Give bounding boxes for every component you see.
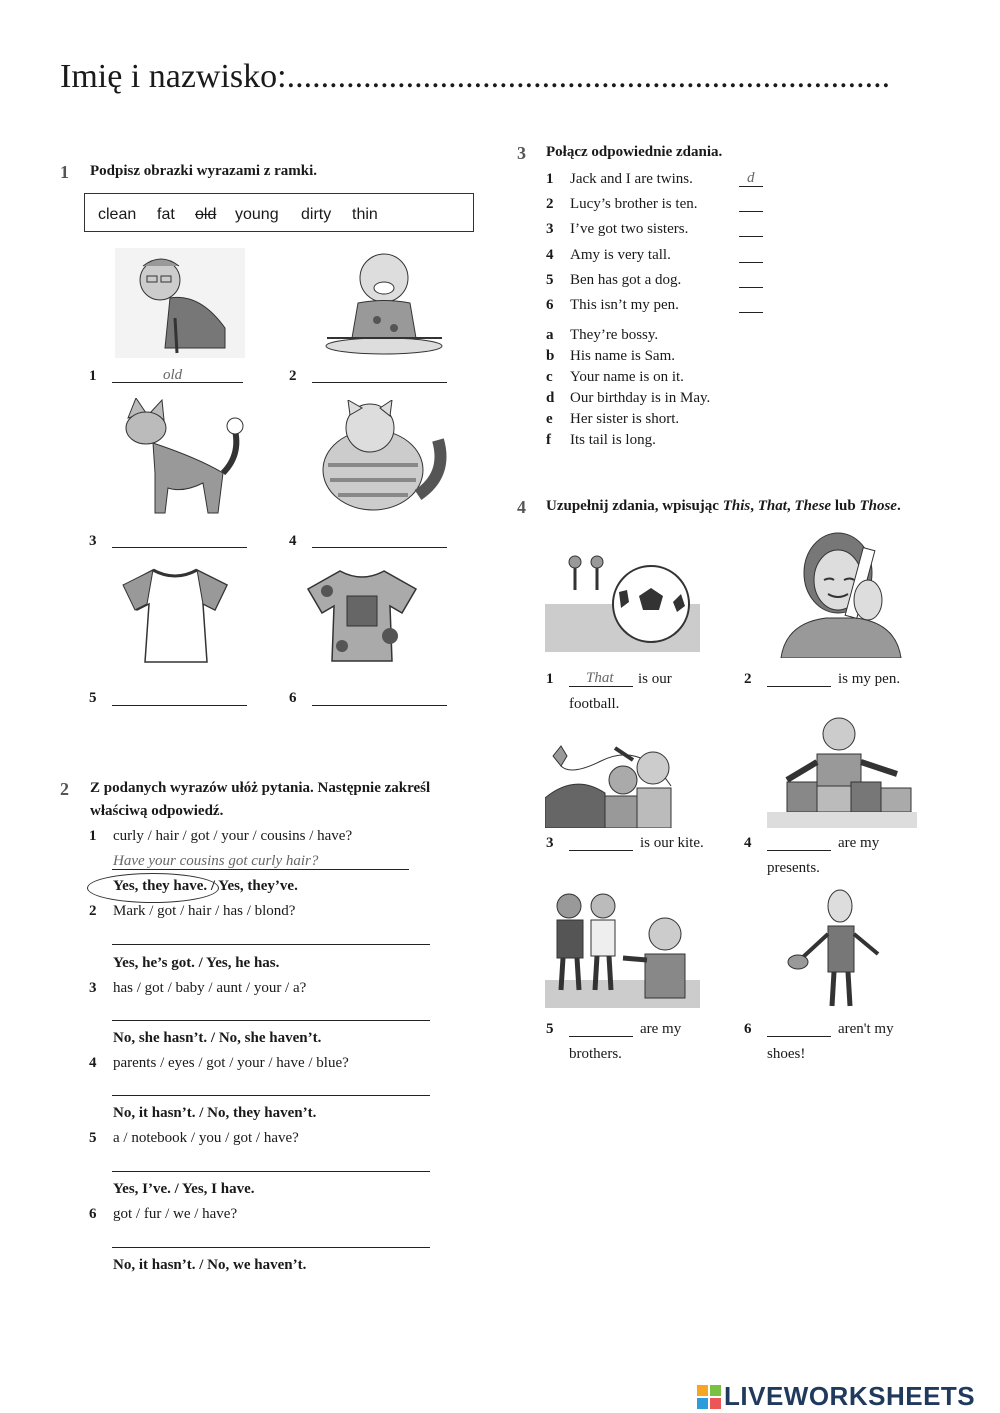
clean-tshirt-picture <box>118 565 233 665</box>
ex2-item5-options[interactable]: Yes, I’ve. / Yes, I have. <box>113 1181 255 1197</box>
ex3-sentence2-text: Lucy’s brother is ten. <box>570 196 698 212</box>
ex2-item2-number: 2 <box>89 903 97 919</box>
ex4-item5-line[interactable] <box>569 1036 633 1037</box>
ex3-sentence3-line[interactable] <box>739 236 763 237</box>
ex2-item6-number: 6 <box>89 1206 97 1222</box>
ex3-sentence3-number: 3 <box>546 221 554 237</box>
ex3-sentence6-line[interactable] <box>739 312 763 313</box>
ex2-item1-answer[interactable]: Have your cousins got curly hair? <box>113 853 319 869</box>
ex1-item2-line[interactable] <box>312 382 447 383</box>
dirty-tshirt-picture <box>302 566 422 664</box>
ex3-response-e-text: Her sister is short. <box>570 411 680 427</box>
ex4-item5-line2: brothers. <box>569 1046 622 1062</box>
ex2-item3-prompt: has / got / baby / aunt / your / a? <box>113 980 307 996</box>
ex3-sentence2-number: 2 <box>546 196 554 212</box>
ex3-sentence5-number: 5 <box>546 272 554 288</box>
ex3-sentence3-text: I’ve got two sisters. <box>570 221 689 237</box>
ex1-item5-line[interactable] <box>112 705 247 706</box>
ex3-sentence5-line[interactable] <box>739 287 763 288</box>
ex4-item1-after: is our <box>638 671 672 687</box>
ex3-response-b-letter: b <box>546 348 555 364</box>
word-young: young <box>235 206 279 223</box>
ex2-item3-number: 3 <box>89 980 97 996</box>
ex3-response-e-letter: e <box>546 411 553 427</box>
ex4-item6-line2: shoes! <box>767 1046 806 1062</box>
ex1-item2-number: 2 <box>289 368 297 384</box>
ex3-response-c-letter: c <box>546 369 553 385</box>
fat-cat-picture <box>318 400 453 518</box>
ex1-instruction: Podpisz obrazki wyrazami z ramki. <box>90 163 318 179</box>
ex1-item1-number: 1 <box>89 368 97 384</box>
name-field-title: Imię i nazwisko:....................................................................... <box>60 58 891 95</box>
ex4-item4-after: are my <box>838 835 880 851</box>
ex3-sentence4-line[interactable] <box>739 262 763 263</box>
ex2-item6-line[interactable] <box>112 1247 430 1248</box>
ex4-instruction: Uzupełnij zdania, wpisując This, That, These lub Those. <box>546 498 901 514</box>
ex4-item5-number: 5 <box>546 1021 554 1037</box>
ex2-instruction-line2: właściwą odpowiedź. <box>90 803 224 819</box>
ex4-word-those: Those <box>859 498 897 514</box>
ex2-item2-options[interactable]: Yes, he’s got. / Yes, he has. <box>113 955 280 971</box>
ex4-word-that: That <box>757 498 787 514</box>
ex2-item4-line[interactable] <box>112 1095 430 1096</box>
ex4-item2-after: is my pen. <box>838 671 901 687</box>
thin-cat-picture <box>118 398 258 518</box>
ex3-sentence6-number: 6 <box>546 297 554 313</box>
ex2-item1-circle-mark <box>87 873 219 903</box>
ex2-item3-line[interactable] <box>112 1020 430 1021</box>
word-old: old <box>195 206 217 223</box>
ex2-item6-prompt: got / fur / we / have? <box>113 1206 238 1222</box>
ex4-item5-after: are my <box>640 1021 682 1037</box>
ex3-response-f-text: Its tail is long. <box>570 432 656 448</box>
ex1-item3-line[interactable] <box>112 547 247 548</box>
liveworksheets-logo <box>697 1381 975 1412</box>
ex4-item2-number: 2 <box>744 671 752 687</box>
word-box <box>84 193 474 232</box>
liveworksheets-logo-icon <box>697 1385 721 1409</box>
ex3-response-a-text: They’re bossy. <box>570 327 659 343</box>
ex4-item4-line[interactable] <box>767 850 831 851</box>
ex3-sentence4-text: Amy is very tall. <box>570 247 671 263</box>
word-clean: clean <box>98 206 137 223</box>
ex3-response-f-letter: f <box>546 432 551 448</box>
ex3-sentence1-text: Jack and I are twins. <box>570 171 693 187</box>
boys-pointing-picture <box>545 890 700 1008</box>
ex4-item6-after: aren't my <box>838 1021 894 1037</box>
ex4-word-this: This <box>722 498 751 514</box>
ex2-item3-options[interactable]: No, she hasn’t. / No, she haven’t. <box>113 1030 322 1046</box>
ex4-item6-number: 6 <box>744 1021 752 1037</box>
ex3-instruction: Połącz odpowiednie zdania. <box>546 144 723 160</box>
ex2-item4-options[interactable]: No, it hasn’t. / No, they haven’t. <box>113 1105 317 1121</box>
ex2-item1-prompt: curly / hair / got / your / cousins / have? <box>113 828 353 844</box>
ex4-item4-line2: presents. <box>767 860 820 876</box>
ex1-item3-number: 3 <box>89 533 97 549</box>
ex4-item3-line[interactable] <box>569 850 633 851</box>
liveworksheets-logo-text: LIVEWORKSHEETS <box>724 1381 976 1411</box>
ex4-number: 4 <box>517 497 526 517</box>
ex3-response-c-text: Your name is on it. <box>570 369 684 385</box>
ex4-item1-answer[interactable]: That <box>586 670 614 686</box>
ex4-item6-line[interactable] <box>767 1036 831 1037</box>
ex4-item1-number: 1 <box>546 671 554 687</box>
ex3-sentence4-number: 4 <box>546 247 554 263</box>
ex2-number: 2 <box>60 779 69 799</box>
children-kite-picture <box>545 718 693 828</box>
ex2-item2-prompt: Mark / got / hair / has / blond? <box>113 903 296 919</box>
ex2-item2-line[interactable] <box>112 944 430 945</box>
baby-picture <box>322 248 447 356</box>
word-dirty: dirty <box>301 206 332 223</box>
ex3-number: 3 <box>517 143 526 163</box>
ex4-item1-line2: football. <box>569 696 620 712</box>
girl-pen-picture <box>766 528 916 658</box>
ex1-item4-number: 4 <box>289 533 297 549</box>
ex1-item5-number: 5 <box>89 690 97 706</box>
old-woman-picture <box>115 248 245 358</box>
ex2-item1-options[interactable]: Yes, they have. / Yes, they’ve. <box>113 878 298 894</box>
ex2-instruction-line1: Z podanych wyrazów ułóż pytania. Następnie zakreśl <box>90 780 431 796</box>
ex3-response-d-letter: d <box>546 390 555 406</box>
ex3-response-a-letter: a <box>546 327 554 343</box>
ex1-item4-line[interactable] <box>312 547 447 548</box>
word-thin: thin <box>352 206 378 223</box>
ex4-item2-line[interactable] <box>767 686 831 687</box>
ex3-response-b-text: His name is Sam. <box>570 348 675 364</box>
ex2-item6-options[interactable]: No, it hasn’t. / No, we haven’t. <box>113 1257 307 1273</box>
ex3-sentence5-text: Ben has got a dog. <box>570 272 682 288</box>
ex4-item3-number: 3 <box>546 835 554 851</box>
ex1-item6-line[interactable] <box>312 705 447 706</box>
ex2-item5-prompt: a / notebook / you / got / have? <box>113 1130 299 1146</box>
ex4-word-these: These <box>794 498 832 514</box>
man-shoes-picture <box>778 888 893 1010</box>
ex3-sentence2-line[interactable] <box>739 211 763 212</box>
ex3-sentence1-number: 1 <box>546 171 554 187</box>
ex2-item4-prompt: parents / eyes / got / your / have / blue? <box>113 1055 349 1071</box>
ex2-item1-number: 1 <box>89 828 97 844</box>
ex2-item4-number: 4 <box>89 1055 97 1071</box>
word-fat: fat <box>157 206 175 223</box>
ex2-item5-line[interactable] <box>112 1171 430 1172</box>
ex4-item3-after: is our kite. <box>640 835 704 851</box>
ex3-sentence1-answer[interactable]: d <box>747 170 755 186</box>
ex3-sentence6-text: This isn’t my pen. <box>570 297 679 313</box>
ex1-number: 1 <box>60 162 69 182</box>
ex2-item5-number: 5 <box>89 1130 97 1146</box>
ex3-response-d-text: Our birthday is in May. <box>570 390 711 406</box>
ex1-item6-number: 6 <box>289 690 297 706</box>
boy-presents-picture <box>767 712 917 828</box>
ex1-item1-answer[interactable]: old <box>163 367 183 383</box>
ex4-item4-number: 4 <box>744 835 752 851</box>
children-football-picture <box>545 532 700 652</box>
